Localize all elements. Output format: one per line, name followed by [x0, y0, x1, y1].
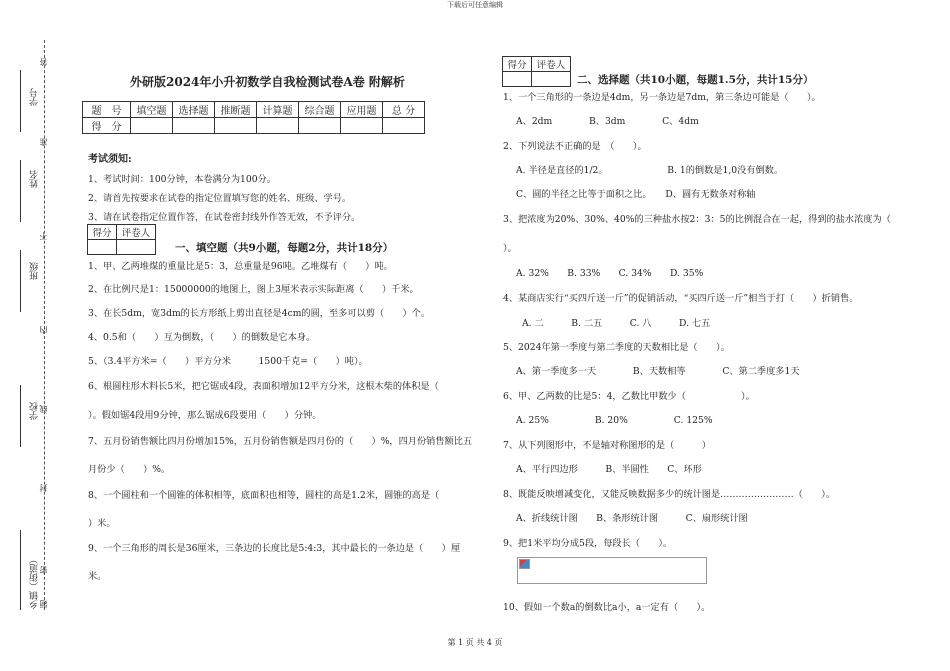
score-table-header-cell: 选择题	[173, 102, 215, 118]
option-line: A、折线统计图 B、条形统计图 C、扇形统计图	[516, 513, 748, 524]
seal-char: 内	[39, 326, 48, 334]
sidebar-label-name: 姓名	[30, 170, 40, 188]
question-line: 5、（3.4平方米=（ ）平方分米 1500千克=（ ）吨）。	[88, 356, 368, 367]
score-table-header-cell: 总 分	[383, 102, 425, 118]
notes-title: 考试须知:	[88, 154, 132, 165]
score-cell[interactable]	[257, 118, 299, 134]
grader-score-label: 得分	[503, 57, 532, 72]
option-line: A、2dm B、3dm C、4dm	[516, 116, 699, 127]
grader-score-cell[interactable]	[88, 240, 117, 255]
question-line: 2、在比例尺是1：15000000的地图上，图上3厘米表示实际距离（ ）千米。	[88, 284, 419, 295]
question-line: 9、把1米平均分成5段，每段长（ ）。	[503, 538, 673, 549]
score-cell[interactable]	[299, 118, 341, 134]
notes-item: 1、考试时间：100分钟，本卷满分为100分。	[88, 174, 276, 185]
question-line: ）。	[503, 243, 517, 254]
score-cell[interactable]	[215, 118, 257, 134]
question-line: 3、在长5dm，宽3dm的长方形纸上剪出直径是4cm的圆，至多可以剪（ ）个。	[88, 308, 431, 319]
field-line-student-id	[20, 70, 21, 132]
exam-title: 外研版2024年小升初数学自我检测试卷A卷 附解析	[130, 75, 405, 89]
score-cell[interactable]	[383, 118, 425, 134]
seal-char: 不	[39, 232, 48, 240]
grader-box-section1	[87, 224, 156, 255]
page-footer: 第 1 页 共 4 页	[447, 638, 503, 647]
grader-reviewer-label: 评卷人	[532, 57, 571, 72]
question-line: 9、一个三角形的周长是36厘米，三条边的长度比是5:4:3，其中最长的一条边是（ ）厘	[88, 543, 461, 554]
seal-char: 题	[39, 600, 48, 608]
field-line-town	[20, 530, 21, 610]
question-line: 7、五月份销售额比四月份增加15%，五月份销售额是四月份的（ ）%，四月份销售额比五	[88, 436, 473, 447]
broken-image-icon	[519, 559, 530, 569]
question-line: 1、甲、乙两堆煤的重量比是5：3，总重量是96吨。乙堆煤有（ ）吨。	[88, 261, 393, 272]
question-line: 10、假如一个数a的倒数比a小，a一定有（ ）。	[503, 602, 711, 613]
sidebar-label-town: 乡镇（街道）	[30, 555, 40, 609]
question-line: 月份少（ ）%。	[88, 464, 171, 475]
option-line: A、第一季度多一天 B、天数相等 C、第二季度多1天	[516, 366, 800, 377]
grader-score-label: 得分	[88, 225, 117, 240]
question-line: ）米。	[88, 518, 116, 529]
question-line: 1、一个三角形的一条边是4dm，另一条边是7dm，第三条边可能是（ ）。	[503, 92, 821, 103]
question-line: 8、一个圆柱和一个圆锥的体积相等，底面积也相等，圆柱的高是1.2米，圆锥的高是（	[88, 490, 440, 501]
question-line: 3、把浓度为20%、30%、40%的三种盐水按2：3：5的比例混合在一起，得到的盐水浓度为（	[503, 214, 891, 225]
question-line: ）。假如锯4段用9分钟，那么锯成6段要用（ ）分钟。	[88, 410, 322, 421]
seal-char: 线	[39, 405, 48, 413]
notes-item: 2、请首先按要求在试卷的指定位置填写您的姓名、班级、学号。	[88, 193, 352, 204]
sidebar-label-student-id: 学号	[30, 88, 40, 106]
seal-char: 封	[39, 484, 48, 492]
option-line: A. 二 B. 二五 C. 八 D. 七五	[522, 318, 711, 329]
seal-char: 准	[39, 138, 48, 146]
grader-reviewer-cell[interactable]	[532, 72, 571, 87]
score-cell[interactable]	[341, 118, 383, 134]
seal-line	[44, 40, 45, 610]
score-table-header-row	[83, 102, 425, 118]
option-line: A、平行四边形 B、半圆性 C、环形	[516, 464, 702, 475]
option-line: C、圆的半径之比等于面积之比。 D、圆有无数条对称轴	[516, 189, 756, 200]
score-cell[interactable]	[131, 118, 173, 134]
score-table-header-cell: 应用题	[341, 102, 383, 118]
grader-score-cell[interactable]	[503, 72, 532, 87]
question-line: 2、下列说法不正确的是 （ ）。	[503, 141, 647, 152]
score-table-header-cell: 题 号	[83, 102, 131, 118]
score-table-header-cell: 计算题	[257, 102, 299, 118]
question-line: 6、甲、乙两数的比是5：4，乙数比甲数少（ ）。	[503, 391, 755, 402]
field-line-class	[20, 250, 21, 312]
section1-title: 一、填空题（共9小题，每题2分，共计18分）	[175, 242, 394, 254]
grader-reviewer-label: 评卷人	[117, 225, 156, 240]
field-line-name	[20, 160, 21, 222]
section2-title: 二、选择题（共10小题，每题1.5分，共计15分）	[577, 74, 814, 86]
score-table-score-row	[83, 118, 425, 134]
option-line: A. 25% B. 20% C. 125%	[516, 415, 713, 426]
score-table	[82, 101, 425, 134]
grader-box-section2	[502, 56, 571, 87]
question-line: 4、0.5和（ ）互为倒数，（ ）的倒数是它本身。	[88, 332, 316, 343]
question-line: 7、从下列图形中，不是轴对称图形的是（ ）	[503, 440, 711, 451]
option-line: A. 半径是直径的1/2。 B. 1的倒数是1,0没有倒数。	[516, 165, 784, 176]
score-cell[interactable]	[173, 118, 215, 134]
missing-image-box	[517, 557, 707, 584]
notes-item: 3、请在试卷指定位置作答，在试卷密封线外作答无效，不予评分。	[88, 212, 361, 223]
score-table-header-cell: 综合题	[299, 102, 341, 118]
question-line: 8、既能反映增减变化，又能反映数据多少的统计图是……………………（ ）。	[503, 489, 835, 500]
score-table-header-cell: 推断题	[215, 102, 257, 118]
sidebar-label-class: 班级	[30, 262, 40, 280]
field-line-school	[20, 385, 21, 447]
question-line: 米。	[88, 571, 107, 582]
question-line: 5、2024年第一季度与第二季度的天数相比是（ ）。	[503, 342, 730, 353]
option-line: A. 32% B. 33% C. 34% D. 35%	[516, 268, 704, 279]
score-table-header-cell: 填空题	[131, 102, 173, 118]
header-note: 下载后可任意编辑	[447, 1, 503, 9]
grader-reviewer-cell[interactable]	[117, 240, 156, 255]
seal-char: 密	[39, 566, 48, 574]
question-line: 4、某商店实行“买四斤送一斤”的促销活动，“买四斤送一斤”相当于打（ ）折销售。	[503, 293, 859, 304]
seal-char: 答	[39, 58, 48, 66]
score-table-row-label: 得 分	[83, 118, 131, 134]
question-line: 6、根圆柱形木料长5米，把它锯成4段，表面积增加12平方分米，这根木柴的体积是（	[88, 381, 439, 392]
sidebar-label-school: 学校	[30, 402, 40, 420]
